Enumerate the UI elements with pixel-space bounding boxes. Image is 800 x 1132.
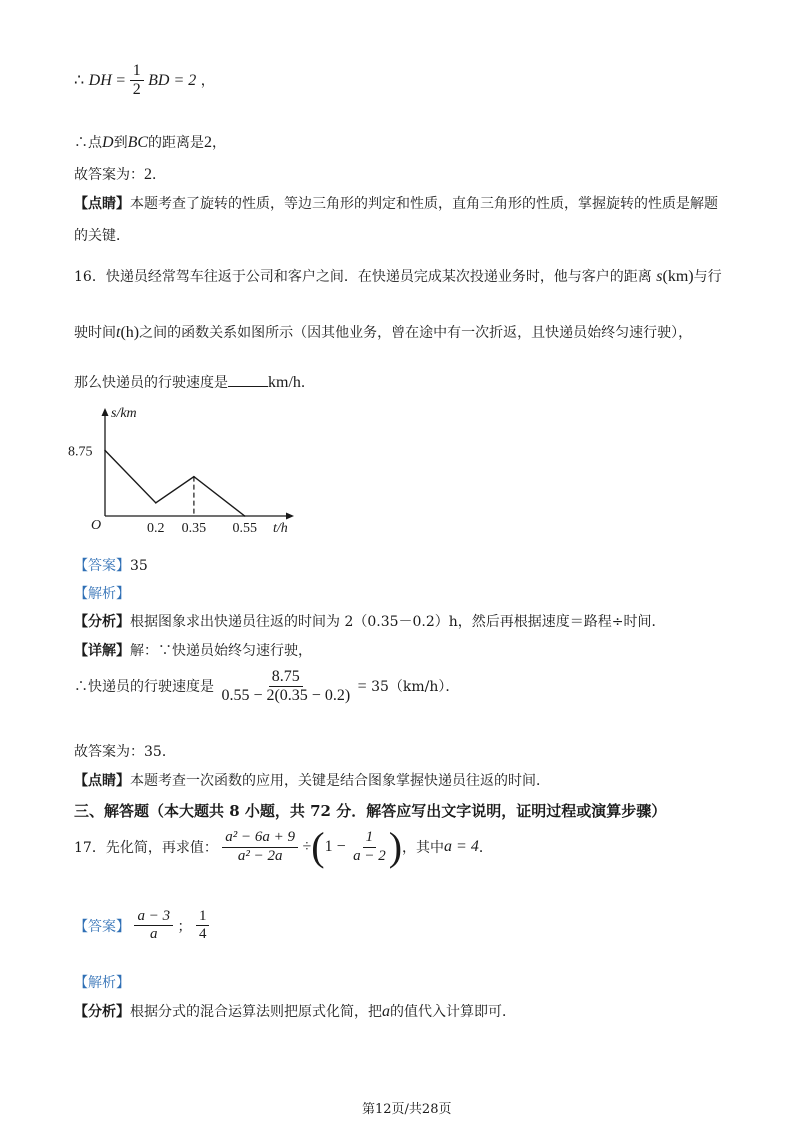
comment-16: 【点睛】本题考查一次函数的应用，关键是结合图象掌握快递员往返的时间． [74, 773, 550, 789]
speed-16: ∴快递员的行驶速度是 $\frac{8.75}{0.55 - 2(0.35 - 0.2)}$ = 35（km/h）． [74, 668, 460, 705]
question-16-line1: 16．快递员经常驾车往返于公司和客户之间．在快递员完成某次投递业务时，他与客户的距离 s(km)与行 [74, 268, 722, 285]
x-tick-label: 0.55 [232, 521, 257, 536]
y-axis-label: s/km [111, 406, 137, 421]
question-17: 17．先化简，再求值： $\frac{\text{a² − 6a + 9}}{\text{a² − 2a}}$ ÷(1 − $\frac{1}{a - 2}$ )，其中a = 4． [74, 824, 493, 869]
x-tick-label: 0.35 [181, 521, 207, 536]
distance-time-graph [60, 402, 300, 542]
q17-inner-fraction: $\frac{1}{a - 2}$ [353, 829, 386, 864]
page-footer: 第12页/共28页 [362, 1102, 452, 1117]
x-tick-label: 0.2 [147, 521, 165, 536]
data-point [193, 476, 195, 478]
comment-15: 【点睛】本题考查了旋转的性质，等边三角形的判定和性质，直角三角形的性质，掌握旋转的性质是解题 [74, 196, 718, 212]
fenxi-16: 【分析】根据图象求出快递员往返的时间为 2（0.35－0.2）h，然后再根据速度＝路程÷时间． [74, 614, 666, 630]
data-point [155, 502, 157, 504]
data-point [104, 450, 106, 452]
answer-16: 【答案】35 [74, 558, 148, 574]
data-point [244, 515, 246, 517]
question-16-line3: 那么快递员的行驶速度是 km/h． [74, 374, 315, 391]
x-axis-arrow [286, 513, 294, 520]
answer-17-fraction: $\frac{a - 3}{a}$ [134, 908, 173, 944]
answer-17: 【答案】 $\frac{a - 3}{a}$ ； $\frac{1}{4}$ [74, 908, 209, 944]
answer-15: 故答案为：2． [74, 166, 166, 183]
comment-15-cont: 的关键． [74, 228, 130, 244]
step-distance: ∴点D到BC的距离是2， [74, 134, 227, 151]
xiangjie-16: 【详解】解：∵快递员始终匀速行驶， [74, 643, 312, 659]
answer-17-value: $\frac{1}{4}$ [196, 908, 210, 944]
origin-label: O [91, 518, 102, 533]
q17-fraction: $\frac{\text{a² − 6a + 9}}{\text{a² − 2a}}$ [222, 829, 298, 865]
x-axis-label: t/h [273, 521, 288, 536]
speed-fraction: $\frac{8.75}{0.55 - 2(0.35 - 0.2)}$ [221, 668, 351, 705]
distance-series-line [105, 450, 245, 516]
step-dh: ∴ DH = $\frac{1}{2}$ BD = 2 ， [74, 62, 215, 99]
analysis-17-tag: 【解析】 [74, 975, 130, 991]
analysis-16-tag: 【解析】 [74, 586, 130, 602]
final-16: 故答案为：35． [74, 744, 176, 760]
y-axis-arrow [102, 408, 109, 416]
fraction-half: $\frac{1}{2}$ [130, 62, 144, 100]
fenxi-17: 【分析】根据分式的混合运算法则把原式化简，把a的值代入计算即可． [74, 1003, 516, 1020]
answer-blank [228, 374, 268, 387]
question-16-line2: 驶时间t(h)之间的函数关系如图所示（因其他业务，曾在途中有一次折返，且快递员始终匀速行驶）， [74, 324, 693, 341]
y-tick-label: 8.75 [68, 444, 93, 460]
section-3-title: 三、解答题（本大题共 8 小题，共 72 分．解答应写出文字说明，证明过程或演算步骤） [74, 802, 667, 820]
